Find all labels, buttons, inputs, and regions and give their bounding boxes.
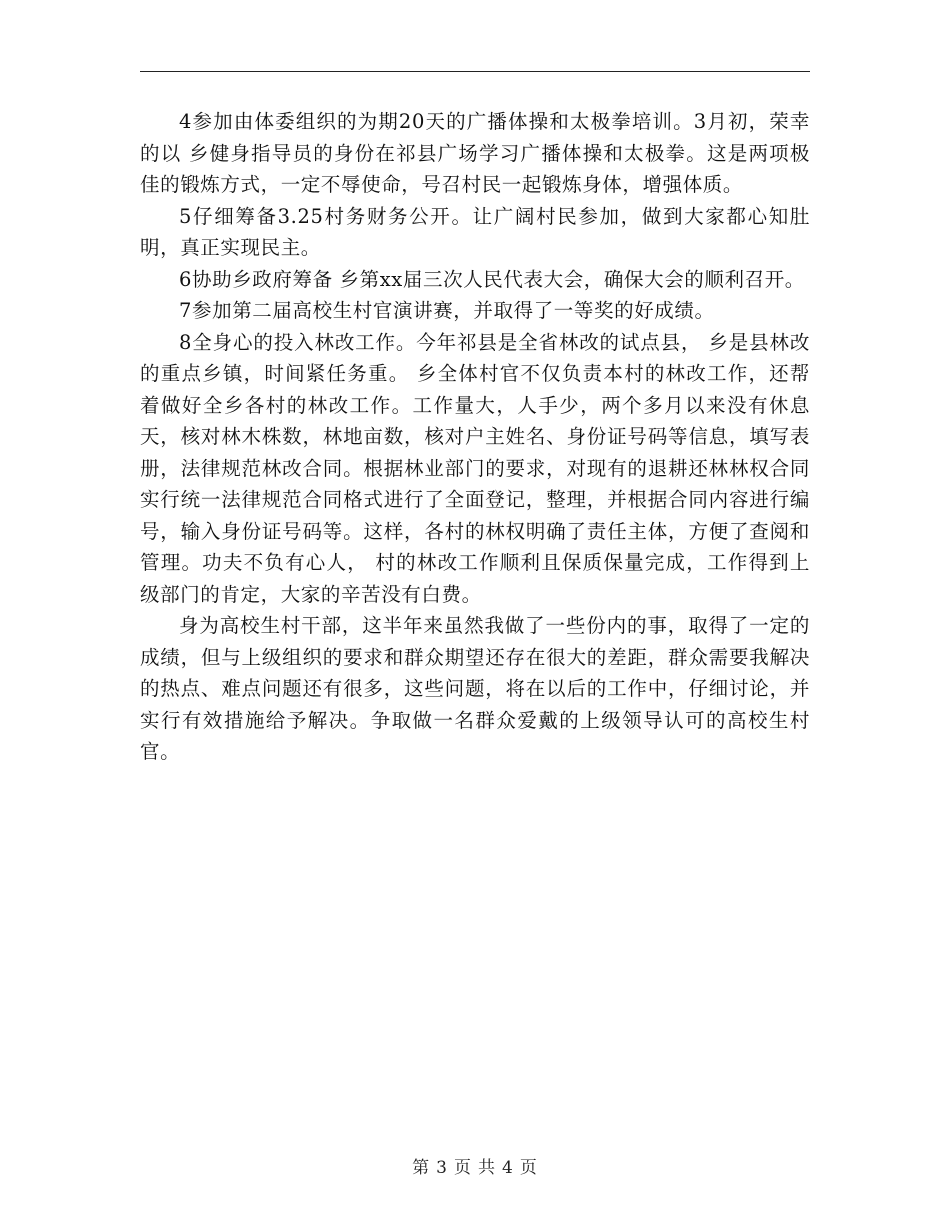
paragraph-conclusion: 身为高校生村干部，这半年来虽然我做了一些份内的事，取得了一定的成绩，但与上级组织的要求和群众期望还存在很大的差距，群众需要我解决的热点、难点问题还有很多，这些问题，将在以后的工作中，仔细讨论，并实行有效措施给予解决。争取做一名群众爱戴的上级领导认可的高校生村官。 [140,614,810,763]
footer-total-pages: 4 [502,1158,514,1178]
paragraph-item-6: 6协助乡政府筹备 乡第xx届三次人民代表大会，确保大会的顺利召开。 [179,267,805,291]
header-rule [140,71,810,72]
paragraph-item-4: 4参加由体委组织的为期20天的广播体操和太极拳培训。3月初，荣幸的以 乡健身指导员的身份在祁县广场学习广播体操和太极拳。这是两项极佳的锻炼方式，一定不辱使命，号召村民一起锻炼身体，增强体质。 [140,110,810,196]
footer-label-page: 第 [412,1158,431,1178]
paragraph-item-8: 8全身心的投入林改工作。今年祁县是全省林改的试点县， 乡是县林改的重点乡镇，时间紧任务重。 乡全体村官不仅负责本村的林改工作，还帮着做好全乡各村的林改工作。工作量大，人手少，两个多月以来没有休息天，核对林木株数，林地亩数，核对户主姓名、身份证号码等信息，填写表册，法律规范林改合同。根据林业部门的要求，对现有的退耕还林林权合同实行统一法律规范合同格式进行了全面登记，整理，并根据合同内容进行编号，输入身份证号码等。这样，各村的林权明确了责任主体，方便了查阅和管理。功夫不负有心人， 村的林改工作顺利且保质保量完成，工作得到上级部门的肯定，大家的辛苦没有白费。 [140,330,810,606]
footer-label-page-unit: 页 [454,1158,472,1178]
footer-label-total: 共 [478,1158,496,1178]
footer-current-page: 3 [436,1158,448,1178]
document-body [140,106,810,768]
footer-label-total-unit: 页 [519,1158,538,1178]
paragraph-item-7: 7参加第二届高校生村官演讲赛，并取得了一等奖的好成绩。 [179,299,715,322]
paragraph-item-5: 5仔细筹备3.25村务财务公开。让广阔村民参加，做到大家都心知肚明，真正实现民主。 [140,204,810,259]
page-footer [0,1153,950,1178]
